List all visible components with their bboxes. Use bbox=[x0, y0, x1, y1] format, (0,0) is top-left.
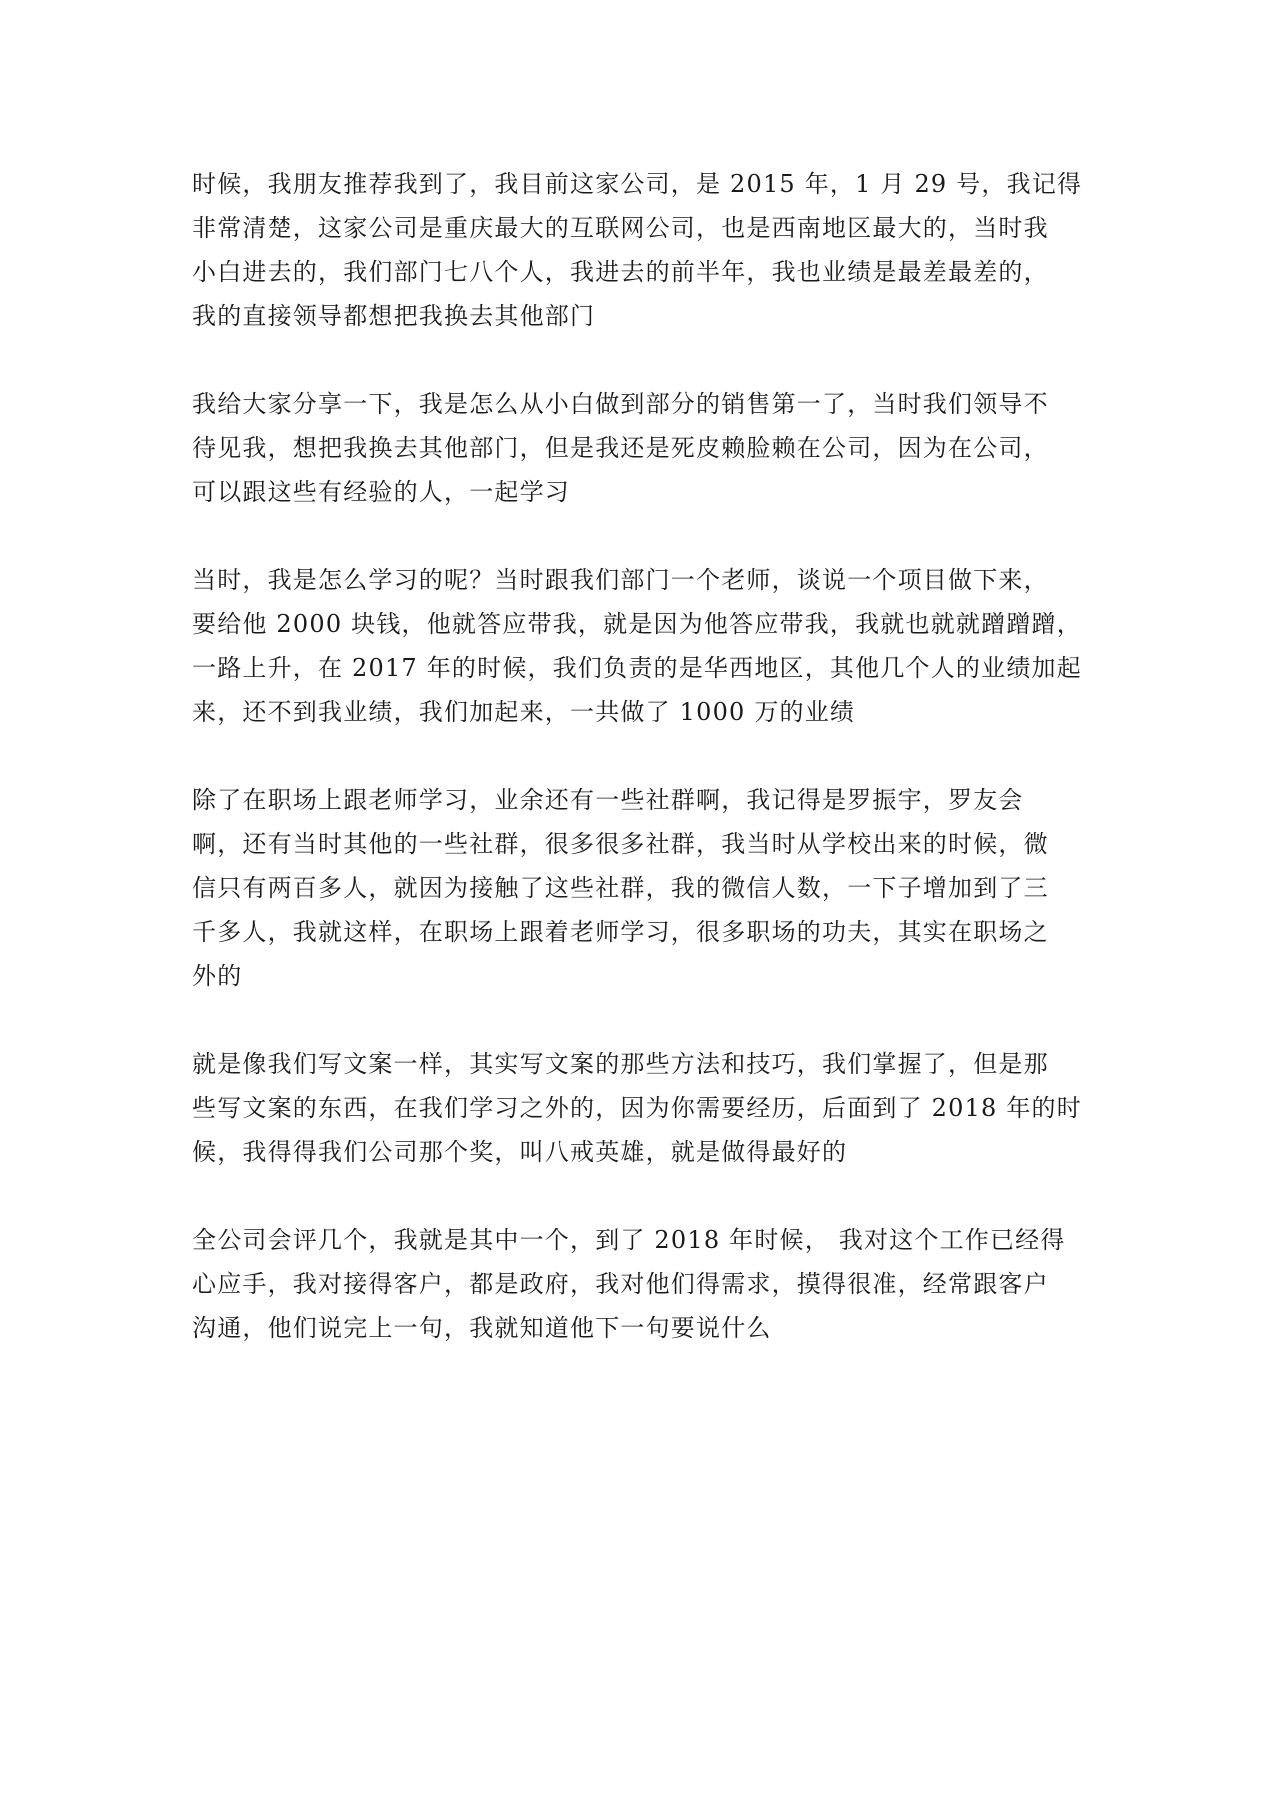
text-line: 我的直接领导都想把我换去其他部门 bbox=[192, 302, 596, 330]
text-line: 啊，还有当时其他的一些社群，很多很多社群，我当时从学校出来的时候，微 bbox=[192, 830, 1049, 858]
text-line: 候，我得得我们公司那个奖，叫八戒英雄，就是做得最好的 bbox=[192, 1138, 848, 1166]
text-line: 些写文案的东西，在我们学习之外的，因为你需要经历，后面到了 2018 年的时 bbox=[192, 1094, 1082, 1122]
text-line: 除了在职场上跟老师学习，业余还有一些社群啊，我记得是罗振宇，罗友会 bbox=[192, 786, 1024, 814]
text-line: 小白进去的，我们部门七八个人，我进去的前半年，我也业绩是最差最差的， bbox=[192, 258, 1049, 286]
paragraph-2 bbox=[192, 382, 1092, 514]
text-line: 一路上升，在 2017 年的时候，我们负责的是华西地区，其他几个人的业绩加起 bbox=[192, 654, 1082, 682]
paragraph-1 bbox=[192, 162, 1092, 338]
text-line: 当时，我是怎么学习的呢？当时跟我们部门一个老师，谈说一个项目做下来， bbox=[192, 566, 1049, 594]
text-line: 信只有两百多人，就因为接触了这些社群，我的微信人数，一下子增加到了三 bbox=[192, 874, 1049, 902]
text-line: 就是像我们写文案一样，其实写文案的那些方法和技巧，我们掌握了，但是那 bbox=[192, 1050, 1049, 1078]
paragraph-3 bbox=[192, 558, 1092, 734]
text-line: 我给大家分享一下，我是怎么从小白做到部分的销售第一了，当时我们领导不 bbox=[192, 390, 1049, 418]
paragraph-5 bbox=[192, 1042, 1092, 1174]
text-line: 全公司会评几个，我就是其中一个，到了 2018 年时候， 我对这个工作已经得 bbox=[192, 1226, 1066, 1254]
text-line: 心应手，我对接得客户，都是政府，我对他们得需求，摸得很准，经常跟客户 bbox=[192, 1270, 1049, 1298]
document-body bbox=[192, 162, 1092, 1394]
text-line: 待见我，想把我换去其他部门，但是我还是死皮赖脸赖在公司，因为在公司， bbox=[192, 434, 1049, 462]
text-line: 可以跟这些有经验的人，一起学习 bbox=[192, 478, 570, 506]
text-line: 时候，我朋友推荐我到了，我目前这家公司，是 2015 年，1 月 29 号，我记得 bbox=[192, 170, 1083, 198]
text-line: 千多人，我就这样，在职场上跟着老师学习，很多职场的功夫，其实在职场之 bbox=[192, 918, 1049, 946]
paragraph-6 bbox=[192, 1218, 1092, 1350]
text-line: 来，还不到我业绩，我们加起来，一共做了 1000 万的业绩 bbox=[192, 698, 856, 726]
text-line: 沟通，他们说完上一句，我就知道他下一句要说什么 bbox=[192, 1314, 772, 1342]
text-line: 要给他 2000 块钱，他就答应带我，就是因为他答应带我，我就也就就蹭蹭蹭， bbox=[192, 610, 1082, 638]
paragraph-4 bbox=[192, 778, 1092, 998]
text-line: 非常清楚，这家公司是重庆最大的互联网公司，也是西南地区最大的，当时我 bbox=[192, 214, 1049, 242]
text-line: 外的 bbox=[192, 962, 243, 990]
